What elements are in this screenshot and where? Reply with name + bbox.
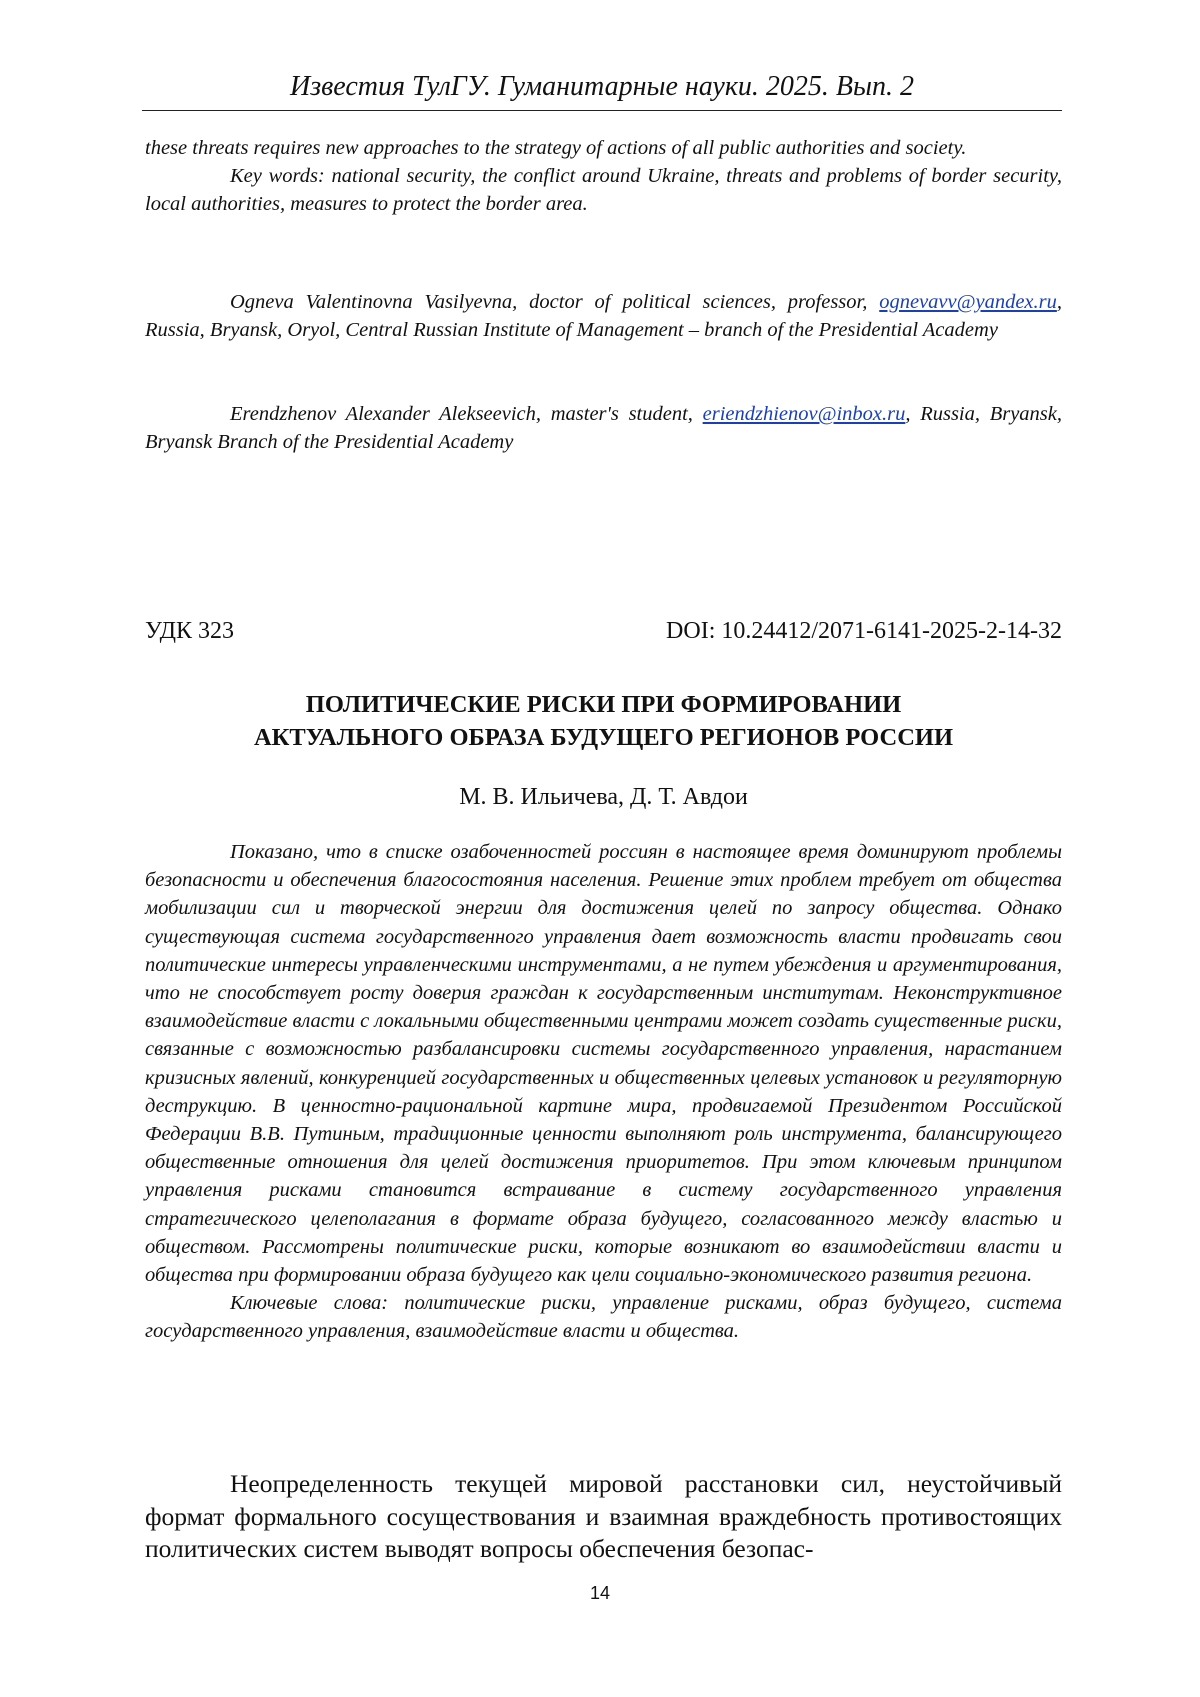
prev-author-2-email-link[interactable]: eriendzhienov@inbox.ru (702, 403, 906, 425)
prev-keywords: Key words: national security, the conflict around Ukraine, threats and problems of border security, local authorities, measures to protect the border area. (145, 165, 1062, 215)
prev-author-2-text (145, 400, 1062, 456)
prev-abstract-tail (145, 134, 1062, 218)
prev-author-1-email-link[interactable]: ognevavv@yandex.ru (879, 291, 1057, 313)
prev-author-1-name: Ogneva Valentinovna Vasilyevna, doctor of political sciences, professor, (230, 291, 868, 313)
article-body (145, 1468, 1062, 1566)
article-abstract: Показано, что в списке озабоченностей россиян в настоящее время доминируют проблемы безопасности и обеспечения благосостояния населения. Решение этих проблем требует от общества мобилизации сил и творческой энергии для достижения целей по запросу общества. Однако существующая система государственного управления дает возможность власти продвигать свои политические интересы управленческими инструментами, а не путем убеждения и аргументирования, что не способствует росту доверия граждан к государственным институтам. Неконструктивное взаимодействие власти с локальными общественными центрами может создать существенные риски, связанные с возможностью разбалансировки системы государственного управления, нарастанием кризисных явлений, конкуренцией государственных и общественных целевых установок и регуляторную деструкцию. В ценностно-рациональной картине мира, продвигаемой Президентом Российской Федерации В.В. Путиным, традиционные ценности выполняют роль инструмента, балансирующего общественные отношения для целей достижения приоритетов. При этом ключевым принципом управления рисками становится встраивание в систему государственного управления стратегического целеполагания в формате образа будущего, согласованного между властью и обществом. Рассмотрены политические риски, которые возникают во взаимодействии власти и общества при формировании образа будущего как цели социально-экономического развития региона. (145, 841, 1062, 1287)
udk-doi-row (145, 616, 1062, 646)
prev-author-1-text (145, 288, 1062, 344)
prev-author-2-name: Erendzhenov Alexander Alekseevich, master's student, (230, 403, 703, 425)
article-authors: М. В. Ильичева, Д. Т. Авдои (459, 784, 748, 810)
doi: DOI: 10.24412/2071-6141-2025-2-14-32 (666, 618, 1062, 644)
article-keywords: Ключевые слова: политические риски, управление рисками, образ будущего, система государственного управления, взаимодействие власти и общества. (145, 1292, 1062, 1343)
page-number: 14 (589, 1583, 611, 1603)
running-header: Известия ТулГУ. Гуманитарные науки. 2025. Вып. 2 (290, 71, 914, 102)
prev-author-2-affiliation: , Russia, Bryansk, Bryansk Branch of the Presidential Academy (145, 403, 1062, 453)
article-abstract-block (145, 838, 1062, 1346)
header-rule (142, 110, 1062, 111)
prev-author-2 (145, 400, 1062, 456)
prev-author-1-affiliation: , Russia, Bryansk, Oryol, Central Russian Institute of Management – branch of the Presidential Academy (145, 291, 1062, 341)
prev-abstract-text: these threats requires new approaches to the strategy of actions of all public authorities and society. (145, 137, 967, 159)
article-title (145, 688, 1062, 754)
article-title-line-1: ПОЛИТИЧЕСКИЕ РИСКИ ПРИ ФОРМИРОВАНИИ (305, 691, 902, 718)
article-title-line-2: АКТУАЛЬНОГО ОБРАЗА БУДУЩЕГО РЕГИОНОВ РОССИИ (253, 724, 954, 751)
body-paragraph: Неопределенность текущей мировой расстановки сил, неустойчивый формат формального сосуществования и взаимная враждебность противостоящих политических систем выводят вопросы обеспечения безопас- (145, 1469, 1062, 1563)
udk-code: УДК 323 (145, 618, 234, 644)
prev-author-1 (145, 288, 1062, 344)
